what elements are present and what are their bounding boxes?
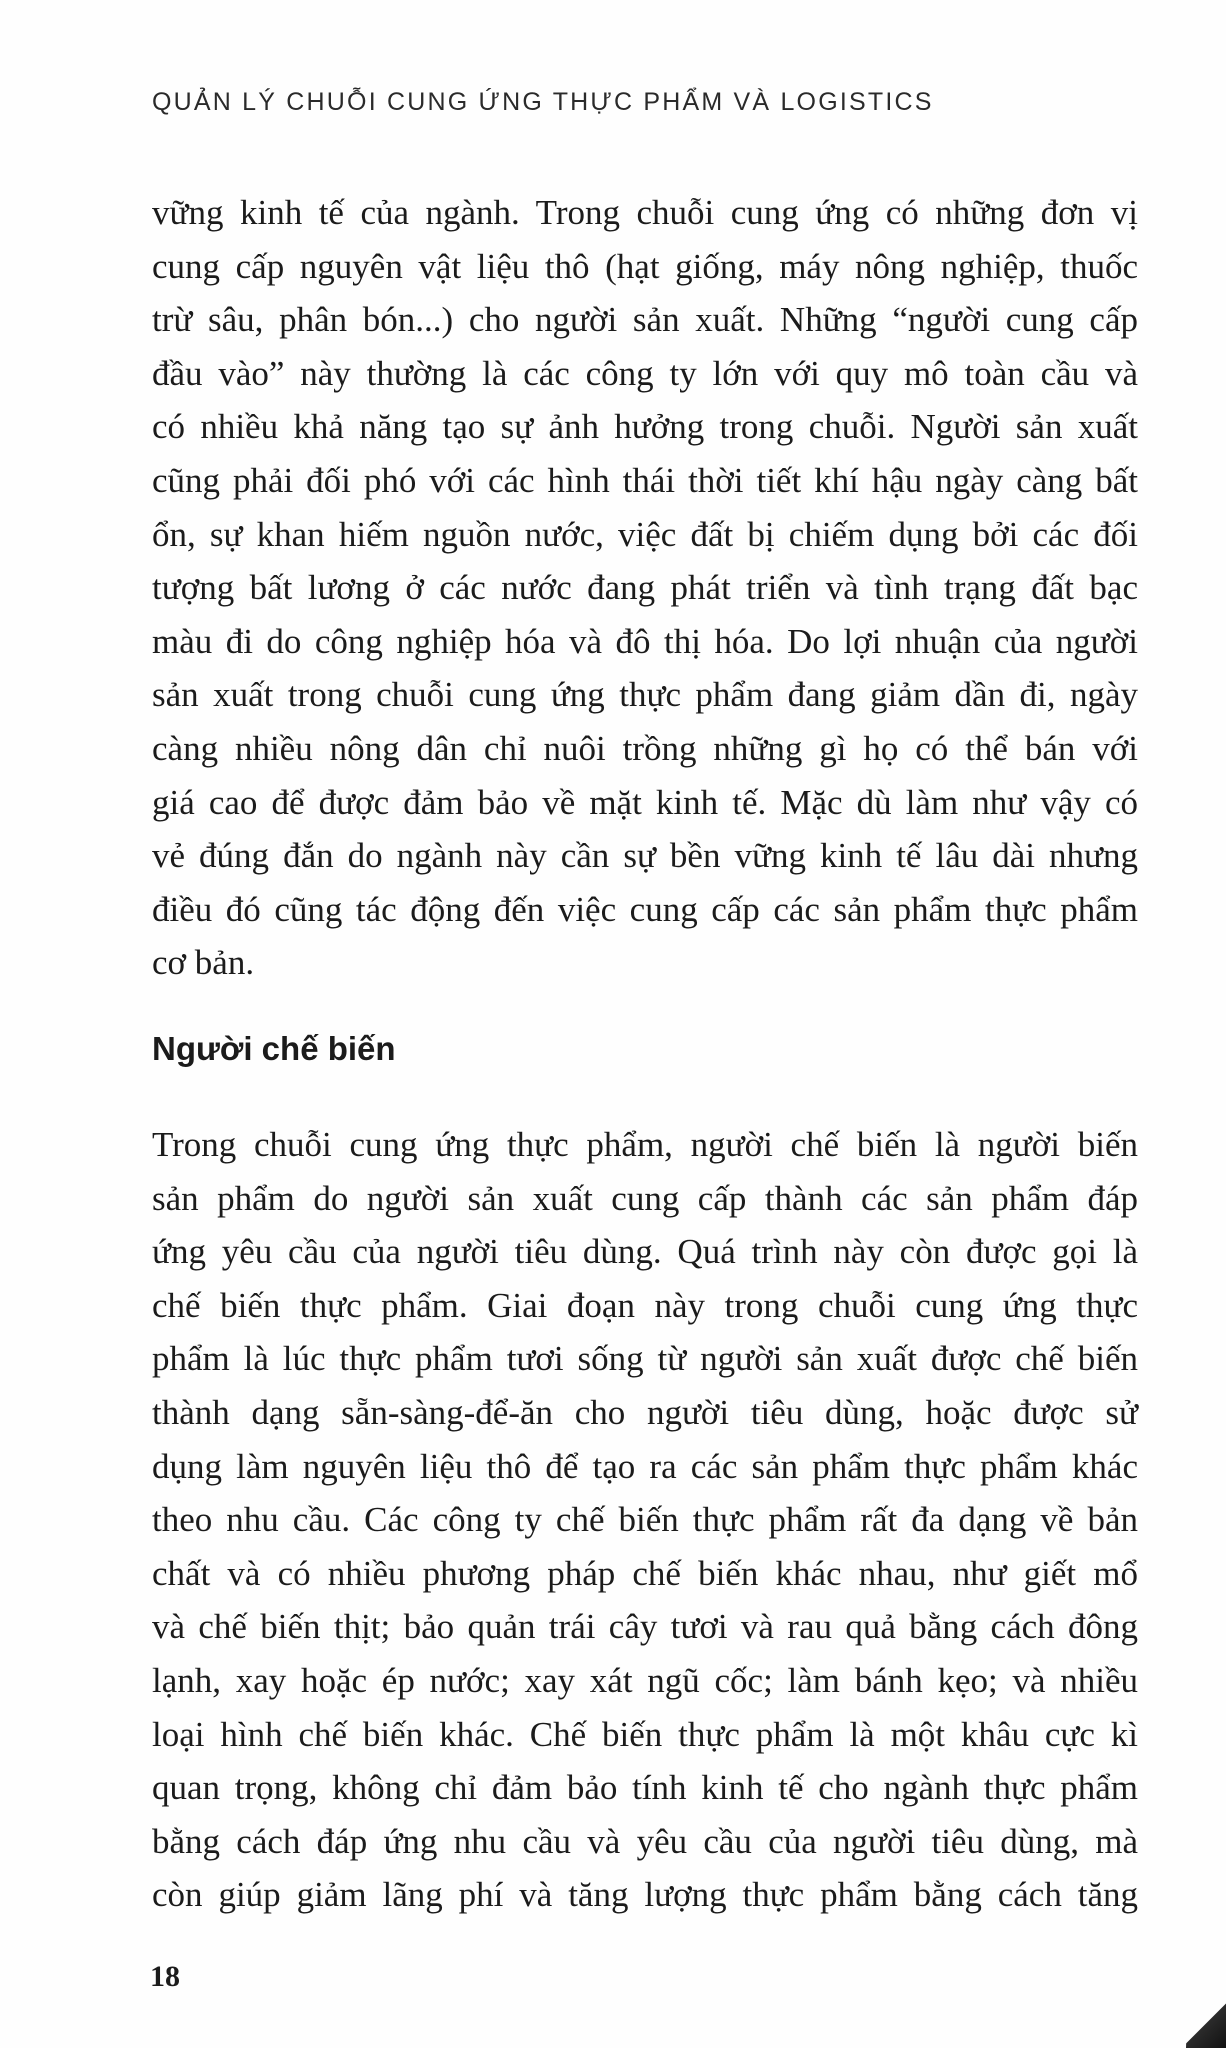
text-line: đầu vào” này thường là các công ty lớn với quy mô toàn cầu và bbox=[152, 353, 1138, 393]
text-line: quan trọng, không chỉ đảm bảo tính kinh tế cho ngành thực phẩm bbox=[152, 1768, 1138, 1808]
text-line: tượng bất lương ở các nước đang phát triển và tình trạng đất bạc bbox=[152, 568, 1138, 608]
text-line: chất và có nhiều phương pháp chế biến khác nhau, như giết mổ bbox=[152, 1553, 1138, 1593]
text-line: thành dạng sẵn-sàng-để-ăn cho người tiêu dùng, hoặc được sử bbox=[152, 1392, 1138, 1432]
text-line: theo nhu cầu. Các công ty chế biến thực phẩm rất đa dạng về bản bbox=[152, 1500, 1138, 1540]
text-line: sản xuất trong chuỗi cung ứng thực phẩm đang giảm dần đi, ngày bbox=[152, 675, 1138, 715]
text-line: trừ sâu, phân bón...) cho người sản xuất. Những “người cung cấp bbox=[152, 300, 1138, 340]
page-corner-curl bbox=[1186, 1988, 1226, 2048]
text-line: phẩm là lúc thực phẩm tươi sống từ người sản xuất được chế biến bbox=[152, 1339, 1138, 1379]
text-line: và chế biến thịt; bảo quản trái cây tươi và rau quả bằng cách đông bbox=[152, 1607, 1138, 1647]
text-line: Trong chuỗi cung ứng thực phẩm, người chế biến là người biến bbox=[152, 1125, 1138, 1164]
text-line: dụng làm nguyên liệu thô để tạo ra các sản phẩm thực phẩm khác bbox=[152, 1446, 1138, 1486]
section-heading: Người chế biến bbox=[152, 1030, 396, 1067]
text-line: còn giúp giảm lãng phí và tăng lượng thực phẩm bằng cách tăng bbox=[152, 1875, 1138, 1915]
text-line: màu đi do công nghiệp hóa và đô thị hóa. Do lợi nhuận của người bbox=[152, 621, 1138, 661]
text-line: cũng phải đối phó với các hình thái thời tiết khí hậu ngày càng bất bbox=[152, 460, 1138, 500]
paragraph-producers bbox=[152, 186, 1138, 990]
text-line: càng nhiều nông dân chỉ nuôi trồng những gì họ có thể bán với bbox=[152, 728, 1138, 768]
page-number: 18 bbox=[150, 1960, 180, 1993]
text-line: giá cao để được đảm bảo về mặt kinh tế. Mặc dù làm như vậy có bbox=[152, 782, 1138, 822]
running-header: QUẢN LÝ CHUỖI CUNG ỨNG THỰC PHẨM VÀ LOGISTICS bbox=[152, 88, 934, 116]
text-line: bằng cách đáp ứng nhu cầu và yêu cầu của người tiêu dùng, mà bbox=[152, 1821, 1138, 1861]
text-line: ổn, sự khan hiếm nguồn nước, việc đất bị chiếm dụng bởi các đối bbox=[152, 514, 1138, 554]
text-line: loại hình chế biến khác. Chế biến thực phẩm là một khâu cực kì bbox=[152, 1714, 1138, 1754]
text-line: vững kinh tế của ngành. Trong chuỗi cung ứng có những đơn vị bbox=[152, 193, 1138, 232]
text-line: vẻ đúng đắn do ngành này cần sự bền vững kinh tế lâu dài nhưng bbox=[152, 836, 1138, 876]
text-line: ứng yêu cầu của người tiêu dùng. Quá trình này còn được gọi là bbox=[152, 1232, 1138, 1272]
text-line: sản phẩm do người sản xuất cung cấp thành các sản phẩm đáp bbox=[152, 1178, 1138, 1218]
text-line: cung cấp nguyên vật liệu thô (hạt giống, máy nông nghiệp, thuốc bbox=[152, 246, 1138, 286]
text-line: lạnh, xay hoặc ép nước; xay xát ngũ cốc; làm bánh kẹo; và nhiều bbox=[152, 1660, 1138, 1700]
paragraph-processors bbox=[152, 1118, 1138, 1922]
text-line: chế biến thực phẩm. Giai đoạn này trong chuỗi cung ứng thực bbox=[152, 1285, 1138, 1325]
text-line: điều đó cũng tác động đến việc cung cấp các sản phẩm thực phẩm bbox=[152, 889, 1138, 929]
text-line: có nhiều khả năng tạo sự ảnh hưởng trong chuỗi. Người sản xuất bbox=[152, 407, 1138, 447]
text-line: cơ bản. bbox=[152, 943, 255, 983]
